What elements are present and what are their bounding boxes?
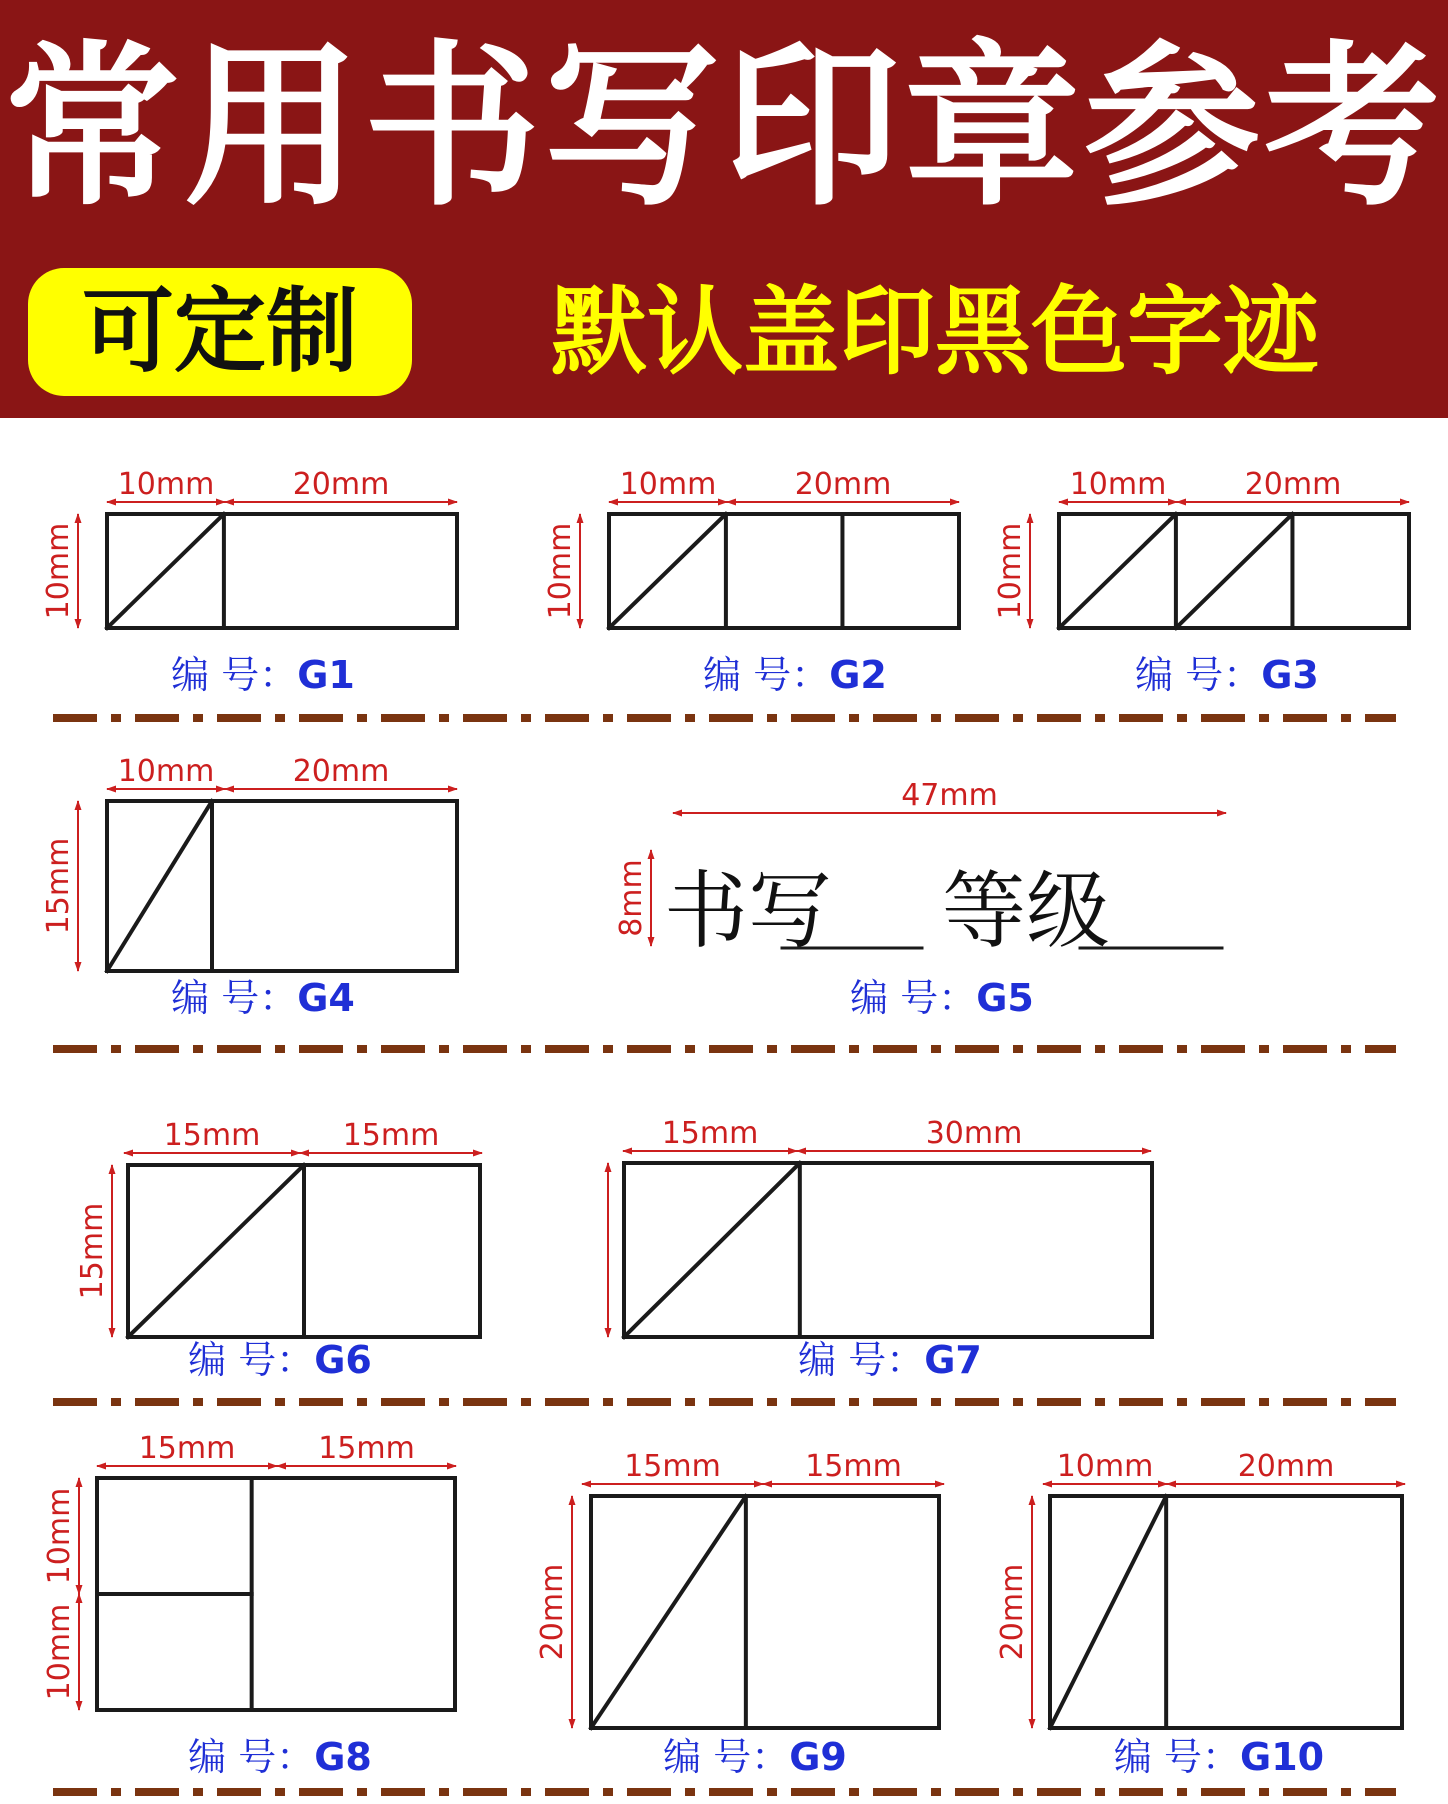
dimension-label: 20mm: [1244, 467, 1342, 502]
dimension-label: 30mm: [925, 1116, 1023, 1151]
diagonal-line: [128, 1165, 304, 1337]
diagonal-line: [1059, 514, 1176, 628]
stamp-list: [41, 467, 1409, 1779]
dimension-label: 47mm: [901, 778, 998, 813]
header-subtitle: 默认盖印黑色字迹: [551, 276, 1319, 388]
stamp-code: G8: [314, 1735, 372, 1779]
dimension-label: 15mm: [342, 1118, 440, 1153]
stamp-code-prefix: 编 号：: [703, 653, 830, 697]
stamp-code: G10: [1240, 1735, 1325, 1779]
dimension-label: 10mm: [1056, 1449, 1154, 1484]
stamp-code-label: [171, 976, 355, 1020]
dimension-label: 10mm: [1069, 467, 1167, 502]
diagonal-line: [107, 514, 224, 628]
diagonal-line: [1050, 1496, 1166, 1728]
stamp-g7: [608, 1116, 1152, 1382]
stamp-code-prefix: 编 号：: [663, 1735, 790, 1779]
dimension-label: 15mm: [163, 1118, 261, 1153]
page-title: 常用书写印章参考: [3, 25, 1444, 230]
stamp-code-label: [1135, 653, 1319, 697]
dimension-label: 20mm: [794, 467, 892, 502]
dimension-label: 10mm: [42, 1603, 77, 1701]
stamp-code-prefix: 编 号：: [188, 1735, 315, 1779]
dimension-label: 10mm: [41, 522, 76, 620]
dimension-label: 10mm: [993, 522, 1028, 620]
stamp-g8: [42, 1431, 456, 1779]
dimension-label: 20mm: [292, 754, 390, 789]
stamp-code: G4: [297, 976, 355, 1020]
stamp-code-prefix: 编 号：: [171, 653, 298, 697]
stamp-code-prefix: 编 号：: [850, 976, 977, 1020]
stamp-code-prefix: 编 号：: [1135, 653, 1262, 697]
stamp-frame: [624, 1163, 1152, 1337]
dimension-label: 10mm: [117, 754, 215, 789]
dimension-label: 15mm: [75, 1202, 110, 1300]
stamp-frame: [609, 514, 959, 628]
stamp-frame: [107, 514, 457, 628]
stamp-code-label: [703, 653, 887, 697]
stamp-code-label: [663, 1735, 847, 1779]
stamp-g3: [993, 467, 1409, 697]
diagonal-line: [624, 1163, 800, 1337]
stamp-code-prefix: 编 号：: [1113, 1735, 1241, 1779]
dimension-label: 20mm: [995, 1563, 1030, 1661]
dimension-label: 15mm: [138, 1431, 236, 1466]
stamp-code-label: [188, 1735, 372, 1779]
stamp-reference-diagram: [0, 418, 1448, 1804]
stamp-code-label: [798, 1338, 982, 1382]
customizable-badge: 可定制: [28, 268, 412, 396]
dimension-label: 20mm: [535, 1563, 570, 1661]
stamp-g10: [995, 1449, 1405, 1779]
stamp-code: G3: [1261, 653, 1319, 697]
stamp-code: G6: [314, 1338, 372, 1382]
stamp-code-label: [1114, 1735, 1324, 1779]
dimension-label: 15mm: [318, 1431, 415, 1466]
dimension-label: 15mm: [624, 1449, 721, 1484]
stamp-g5: [614, 778, 1226, 1020]
stamp-code: G1: [297, 653, 355, 697]
dimension-label: 10mm: [117, 467, 215, 502]
dimension-label: 15mm: [41, 837, 76, 935]
dimension-label: 10mm: [619, 467, 717, 502]
header-banner: [0, 0, 1448, 418]
stamp-code-prefix: 编 号：: [798, 1338, 925, 1382]
stamp-g2: [543, 467, 959, 697]
g5-text-writing: 书写: [664, 862, 833, 960]
dimension-label: 20mm: [1237, 1449, 1335, 1484]
g5-text-grade: 等级: [942, 862, 1111, 960]
stamp-code-prefix: 编 号：: [188, 1338, 315, 1382]
stamp-g9: [535, 1449, 944, 1779]
stamp-code-label: [850, 976, 1034, 1020]
diagonal-line: [107, 801, 212, 971]
stamp-g1: [41, 467, 457, 697]
stamp-frame: [1050, 1496, 1402, 1728]
stamp-g4: [41, 754, 457, 1020]
stamp-code-prefix: 编 号：: [171, 976, 298, 1020]
diagonal-line: [591, 1496, 746, 1728]
stamp-g6: [75, 1118, 482, 1382]
stamp-code: G5: [976, 976, 1034, 1020]
diagonal-line: [1176, 514, 1293, 628]
dimension-label: 15mm: [805, 1449, 902, 1484]
dimension-label: 10mm: [543, 522, 578, 620]
stamp-frame: [591, 1496, 939, 1728]
dimension-label: 10mm: [42, 1487, 77, 1585]
stamp-code-label: [171, 653, 355, 697]
dimension-label: 15mm: [661, 1116, 759, 1151]
stamp-code-label: [188, 1338, 372, 1382]
stamp-code: G2: [829, 653, 887, 697]
stamp-code: G9: [789, 1735, 847, 1779]
diagonal-line: [609, 514, 726, 628]
dimension-label: 8mm: [614, 859, 649, 937]
stamp-code: G7: [924, 1338, 982, 1382]
dimension-label: 20mm: [292, 467, 390, 502]
